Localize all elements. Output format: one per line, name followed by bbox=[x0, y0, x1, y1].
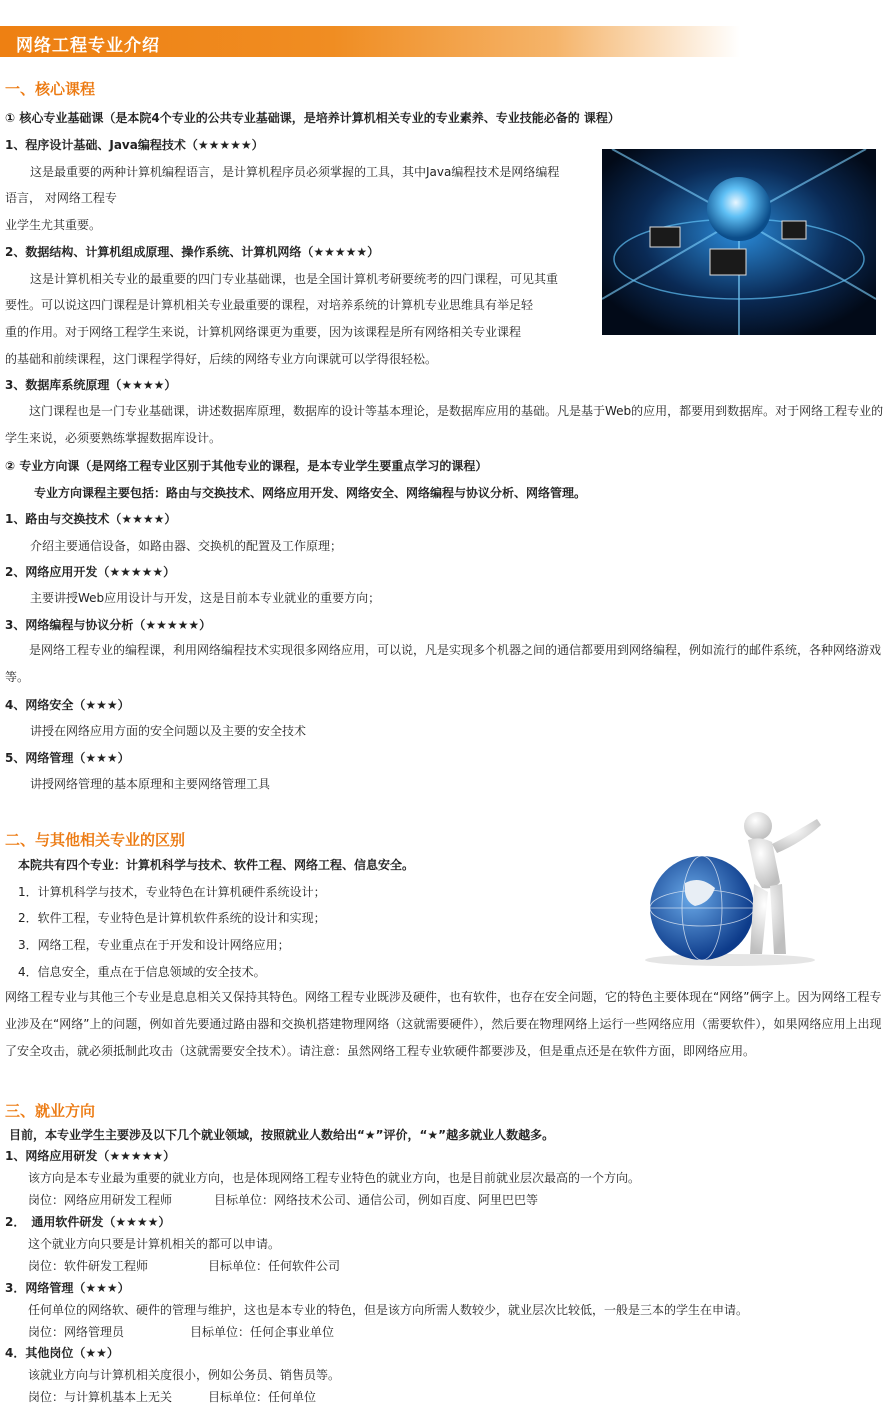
course-3-text: 这门课程也是一门专业基础课，讲述数据库原理，数据库的设计等基本理论，是数据库应用的基础。凡是基于Web的应用，都要用到数据库。对于网络工程专业的学生来说，必须要熟练掌握数据库设计。 bbox=[5, 404, 884, 445]
job-2-post: 岗位：软件研发工程师 bbox=[28, 1259, 149, 1273]
job-1-target: 目标单位：网络技术公司、通信公司，例如百度、阿里巴巴等 bbox=[214, 1193, 539, 1207]
course-1-text: 业学生尤其重要。 bbox=[5, 218, 102, 232]
core-basic-intro: ① 核心专业基础课（是本院4个专业的公共专业基础课，是培养计算机相关专业的专业素养、专业技能必备的 课程） bbox=[5, 111, 620, 125]
major-item: 2．软件工程，专业特色是计算机软件系统的设计和实现； bbox=[18, 911, 326, 925]
comparison-paragraph: 网络工程专业与其他三个专业是息息相关又保持其特色。网络工程专业既涉及硬件，也有软件，也存在安全问题，它的特色主要体现在“网络”俩字上。因为网络工程专业涉及在“网络”上的问题，例如首先要通过路由器和交换机搭建物理网络（这就需要硬件），然后要在物理网络上运行一些网络应用（需要软件），如果网络应用上出现了安全攻击，就必须抵制此攻击（这就需要安全技术）。请注意：虽然网络工程专业软硬件都要涉及，但是重点还是在软件方面，即网络应用。 bbox=[5, 990, 882, 1058]
course-2-text: 的基础和前续课程，这门课程学得好，后续的网络专业方向课就可以学得很轻松。 bbox=[5, 352, 438, 366]
course-2-text: 重的作用。对于网络工程学生来说，计算机网络课更为重要，因为该课程是所有网络相关专业课程 bbox=[5, 325, 522, 339]
network-globe-image bbox=[602, 149, 876, 335]
job-3-text: 任何单位的网络软、硬件的管理与维护，这也是本专业的特色，但是该方向所需人数较少，就业层次比较低，一般是三本的学生在申请。 bbox=[28, 1303, 749, 1317]
course-1-title: 1、程序设计基础、Java编程技术（★★★★★） bbox=[5, 138, 264, 152]
job-1-post: 岗位：网络应用研发工程师 bbox=[28, 1193, 173, 1207]
majors-intro: 本院共有四个专业：计算机科学与技术、软件工程、网络工程、信息安全。 bbox=[18, 858, 415, 872]
course-3-title: 3、数据库系统原理（★★★★） bbox=[5, 378, 177, 392]
major-item: 4．信息安全，重点在于信息领域的安全技术。 bbox=[18, 965, 266, 979]
job-3-target: 目标单位：任何企事业单位 bbox=[190, 1325, 335, 1339]
direction-2-text: 主要讲授Web应用设计与开发，这是目前本专业就业的重要方向； bbox=[30, 591, 381, 605]
course-2-text: 要性。可以说这四门课程是计算机相关专业最重要的课程，对培养系统的计算机专业思维具有举足轻 bbox=[5, 298, 534, 312]
page-title: 网络工程专业介绍 bbox=[16, 36, 160, 56]
job-3-title: 3．网络管理（★★★） bbox=[5, 1281, 130, 1295]
job-4-target: 目标单位：任何单位 bbox=[208, 1390, 317, 1404]
job-2-text: 这个就业方向只要是计算机相关的都可以申请。 bbox=[28, 1237, 281, 1251]
major-item: 1．计算机科学与技术，专业特色在计算机硬件系统设计； bbox=[18, 885, 326, 899]
direction-1-title: 1、路由与交换技术（★★★★） bbox=[5, 512, 177, 526]
course-2-text: 这是计算机相关专业的最重要的四门专业基础课，也是全国计算机考研要统考的四门课程，可见其重 bbox=[30, 272, 559, 286]
major-direction-intro: ② 专业方向课（是网络工程专业区别于其他专业的课程，是本专业学生要重点学习的课程） bbox=[5, 459, 488, 473]
direction-3-text: 是网络工程专业的编程课，利用网络编程技术实现很多网络应用，可以说，凡是实现多个机器之间的通信都要用到网络编程，例如流行的邮件系统，各种网络游戏等。 bbox=[5, 643, 882, 684]
major-item: 3．网络工程，专业重点在于开发和设计网络应用； bbox=[18, 938, 290, 952]
direction-4-title: 4、网络安全（★★★） bbox=[5, 698, 130, 712]
section-title-core-courses: 一、核心课程 bbox=[5, 80, 96, 98]
job-1-text: 该方向是本专业最为重要的就业方向，也是体现网络工程专业特色的就业方向，也是目前就业层次最高的一个方向。 bbox=[28, 1171, 641, 1185]
section-title-employment: 三、就业方向 bbox=[5, 1102, 96, 1120]
job-1-title: 1、网络应用研发（★★★★★） bbox=[5, 1149, 176, 1163]
direction-5-text: 讲授网络管理的基本原理和主要网络管理工具 bbox=[30, 777, 271, 791]
job-4-text: 该就业方向与计算机相关度很小，例如公务员、销售员等。 bbox=[28, 1368, 341, 1382]
direction-2-title: 2、网络应用开发（★★★★★） bbox=[5, 565, 176, 579]
employment-intro: 目前，本专业学生主要涉及以下几个就业领域，按照就业人数给出“★”评价，“★”越多就业人数越多。 bbox=[9, 1128, 555, 1142]
section-title-comparison: 二、与其他相关专业的区别 bbox=[5, 831, 186, 849]
direction-5-title: 5、网络管理（★★★） bbox=[5, 751, 130, 765]
job-3-post: 岗位：网络管理员 bbox=[28, 1325, 125, 1339]
direction-4-text: 讲授在网络应用方面的安全问题以及主要的安全技术 bbox=[30, 724, 307, 738]
course-2-title: 2、数据结构、计算机组成原理、操作系统、计算机网络（★★★★★） bbox=[5, 245, 380, 259]
job-4-title: 4．其他岗位（★★） bbox=[5, 1346, 119, 1360]
job-4-post: 岗位：与计算机基本上无关 bbox=[28, 1390, 173, 1404]
direction-3-title: 3、网络编程与协议分析（★★★★★） bbox=[5, 618, 212, 632]
course-1-text: 语言， 对网络工程专 bbox=[5, 191, 117, 205]
job-2-target: 目标单位：任何软件公司 bbox=[208, 1259, 341, 1273]
course-1-text: 这是最重要的两种计算机编程语言，是计算机程序员必须掌握的工具，其中Java编程技术是网络编程 bbox=[30, 165, 560, 179]
page-title-banner bbox=[0, 26, 740, 57]
direction-1-text: 介绍主要通信设备，如路由器、交换机的配置及工作原理； bbox=[30, 539, 343, 553]
major-direction-sub: 专业方向课程主要包括：路由与交换技术、网络应用开发、网络安全、网络编程与协议分析、网络管理。 bbox=[34, 486, 587, 500]
globe-figure-image bbox=[630, 808, 830, 968]
job-2-title: 2． 通用软件研发（★★★★） bbox=[5, 1215, 171, 1229]
